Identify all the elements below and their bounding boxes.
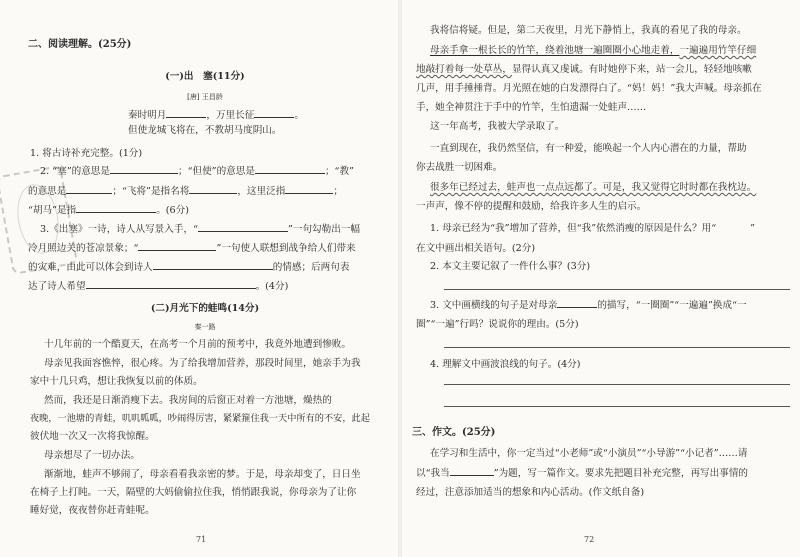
right-question-1-line-1: 1. 母亲已经为“我”增加了营养，但“我”依然消瘦的原因是什么？用“ ”: [430, 223, 756, 234]
story-paragraph-1: 十几年前的一个酷夏天，在高考一个月前的预考中，我竟外地遭到惨败。: [44, 339, 351, 350]
story-cont-paragraph-3: 这一年高考，我被大学录取了。: [430, 121, 565, 132]
story-cont-paragraph-5-line-2: 一声声，像不停的提醒和鼓励，给我许多人生的启示。: [416, 201, 647, 212]
blank[interactable]: [166, 108, 206, 118]
answer-line[interactable]: [444, 289, 790, 290]
story-cont-paragraph-4-line-1: 一直到现在，我仍然坚信，有一种爱，能唤起一个人内心潜在的力量，帮助: [430, 143, 747, 154]
poem-line-1: 秦时明月 ，万里长征 。: [128, 110, 304, 121]
answer-line[interactable]: [444, 384, 790, 385]
story-paragraph-2-line-2: 家中十几只鸡，想让我恢复以前的体质。: [30, 376, 203, 387]
blank[interactable]: [198, 222, 288, 232]
right-page: [402, 0, 800, 557]
right-question-1-line-2: 在文中画出相关语句。(2分): [416, 243, 536, 254]
question-3-line-3: 的灾难，由此可以体会到诗人 的情感；后两句表: [28, 262, 350, 273]
story-paragraph-2-line-1: 母亲见我面容憔悴，很心疼。为了给我增加营养，那段时间里，她亲手为我: [44, 358, 361, 369]
right-question-2: 2. 本文主要记叙了一件什么事？(3分): [430, 261, 591, 272]
story-cont-paragraph-2-line-2: 地敲打着每一处草丛，显得认真又虔诚。有时她停下来，站一会儿，轻轻地咳嗽: [416, 64, 752, 75]
composition-line-2: 以“我当 ”为题，写一篇作文。要求先把题目补充完整，再写出事情的: [416, 468, 749, 479]
story-cont-paragraph-1: 我将信将疑。但是，第二天夜里，月光下静悄上，我真的看见了我的母亲。: [430, 25, 747, 36]
section-title-composition: 三、作文。(25分): [412, 427, 496, 438]
story-paragraph-5-line-1: 渐渐地，蛙声不够闹了，母亲看看我亲密的梦。于是，母亲却变了，日日坐: [44, 469, 361, 480]
question-1: 1. 将古诗补充完整。(1分): [30, 148, 143, 159]
blank[interactable]: [254, 108, 294, 118]
question-2-line-3: “胡马”是指 。(6分): [28, 205, 189, 216]
blank[interactable]: [557, 298, 597, 308]
poem-line-2: 但使龙城飞将在，不教胡马度阴山。: [128, 125, 282, 136]
story-cont-paragraph-2-line-4: 手，她全神贯注于手中的竹竿，生怕遗漏一处蛙声……: [416, 102, 647, 113]
story-paragraph-5-line-2: 在椅子上打盹。一天，隔壁的大妈偷偷拉住我，悄悄跟我说，你母亲为了让你: [30, 487, 357, 498]
left-page: [0, 0, 398, 557]
question-3-line-4: 达了诗人希望 。(4分): [28, 281, 289, 292]
blank[interactable]: [255, 164, 325, 174]
blank[interactable]: [285, 184, 333, 194]
right-question-3-line-1: 3. 文中画横线的句子是对母亲 的描写，“一圈圈”“一遍遍”换成“一: [430, 300, 747, 311]
right-question-3-line-2: 圈”“一遍”行吗？说说你的理由。(5分): [416, 319, 579, 330]
question-3-line-2: 冷月照边关的苍凉景象；“ ”一句使人联想到战争给人们带来: [28, 243, 356, 254]
blank[interactable]: [110, 164, 178, 174]
page-number: 72: [584, 535, 595, 544]
section-title-reading: 二、阅读理解。(25分): [28, 39, 132, 50]
blank[interactable]: [189, 184, 237, 194]
blank[interactable]: [450, 466, 494, 476]
story-cont-paragraph-5-line-1: 很多年已经过去，蛙声也一点点远都了。可是，我又觉得它时时都在我枕边。: [430, 182, 757, 193]
answer-line[interactable]: [444, 347, 790, 348]
composition-line-1: 在学习和生活中，你一定当过“小老师”或“小演员”“小导游”“小记者”……请: [430, 448, 748, 459]
story-paragraph-5-line-3: 睡好觉，夜夜替你赶青蛙呢。: [30, 505, 155, 516]
story-paragraph-4: 母亲想尽了一切办法。: [44, 450, 140, 461]
composition-line-3: 经过，注意添加适当的想象和内心活动。(作文纸自备): [416, 487, 645, 498]
story-title: (二)月光下的蛙鸣(14分): [150, 303, 260, 314]
story-author: 秦一路: [194, 323, 216, 331]
story-paragraph-3-line-1: 然而，我还是日渐消瘦下去。我房间的后窗正对着一方池塘，燥热的: [44, 395, 332, 406]
blank[interactable]: [66, 184, 112, 194]
poem-author: [唐] 王昌龄: [187, 93, 223, 101]
story-paragraph-3-line-2: 夜晚，一池塘的青蛙，叽叽呱呱，吵闹得厉害，紧紧箍住我一天中所有的不安，此起: [30, 413, 370, 424]
poem-title: (一)出 塞(11分): [165, 71, 245, 82]
blank[interactable]: [138, 241, 216, 251]
blank[interactable]: [76, 203, 156, 213]
story-cont-paragraph-2-line-3: 几声，用手捶捶背。月光照在她的白发漂得白了。“妈！妈！”我大声喊。母亲抓在: [416, 83, 762, 94]
answer-line[interactable]: [444, 406, 790, 407]
blank[interactable]: [86, 279, 256, 289]
story-cont-paragraph-4-line-2: 你去战胜一切困难。: [416, 162, 503, 173]
question-3-line-1: 3.《出塞》一诗，诗人从写景入手，“ ”一句勾勒出一幅: [40, 224, 361, 235]
blank[interactable]: [153, 260, 273, 270]
right-question-4: 4. 理解文中画波浪线的句子。(4分): [430, 359, 581, 370]
wavy-line-mark: [716, 222, 750, 236]
page-number: 71: [196, 535, 207, 544]
question-2-line-1: 2. “塞”的意思是 ；“但使”的意思是 ；“教”: [40, 166, 354, 177]
story-cont-paragraph-2-line-1: 母亲手拿一根长长的竹竿，绕着池塘一遍圈圈小心地走着，一遍遍用竹竿仔细: [430, 45, 757, 56]
question-2-line-2: 的意思是 ；“飞将”是指名将 ，这里泛指 ；: [28, 186, 343, 197]
story-paragraph-3-line-3: 彼伏地一次又一次将我惊醒。: [30, 431, 155, 442]
